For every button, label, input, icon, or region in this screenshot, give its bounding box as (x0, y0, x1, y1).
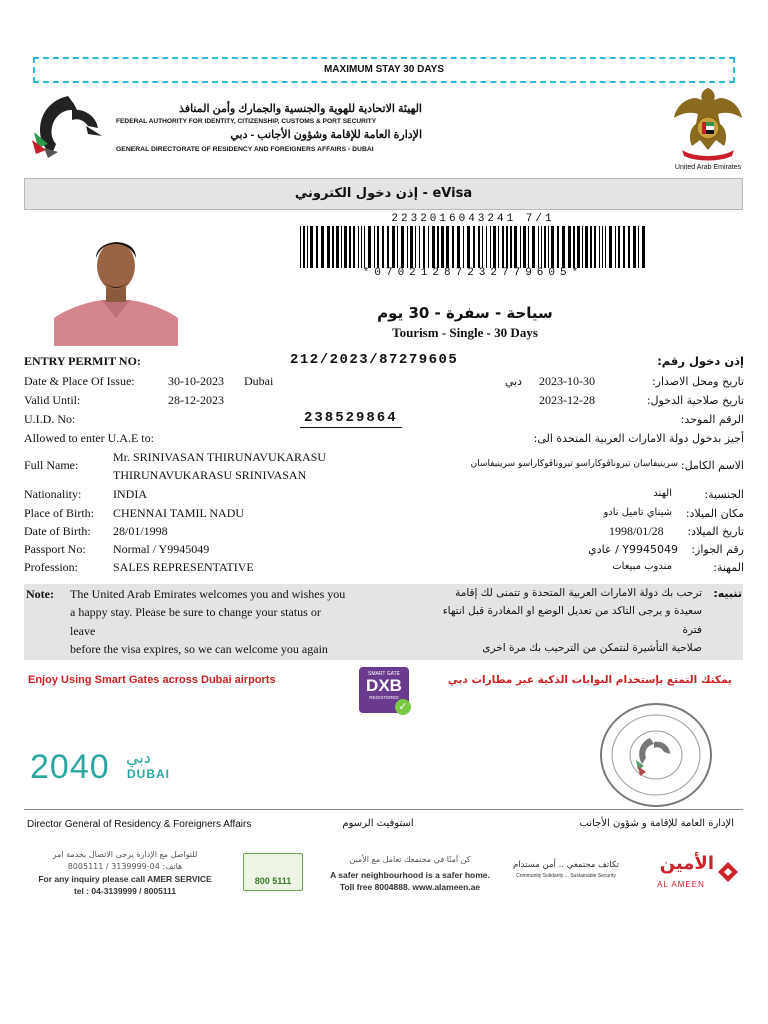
entry-permit-number: 212/2023/87279605 (290, 352, 459, 368)
barcode-bar (437, 226, 439, 268)
passport-value: Normal / Y9945049 (113, 542, 210, 556)
date-of-birth-value: 28/01/1998 (113, 524, 168, 538)
barcode-bar (467, 226, 470, 268)
barcode-bar (358, 226, 359, 268)
uid-label-ar: الرقم الموحد: (680, 413, 744, 426)
uid-label: U.I.D. No: (24, 412, 76, 426)
place-of-birth-value-ar: شيناي تاميل نادو (603, 507, 672, 518)
note-line2: a happy stay. Please be sure to change your status or (70, 605, 321, 619)
barcode-bar (642, 226, 645, 268)
barcode-bar (506, 226, 508, 268)
barcode-bar (514, 226, 517, 268)
barcode-bar (557, 226, 559, 268)
barcode-bar (628, 226, 630, 268)
barcode-bar (401, 226, 404, 268)
alameen-logo-ar: الأمين (659, 853, 714, 874)
uae-emblem-icon (670, 84, 746, 164)
barcode-bar (478, 226, 480, 268)
barcode-bar (551, 226, 554, 268)
barcode-bar (374, 226, 375, 268)
barcode-bar (377, 226, 379, 268)
dubai-2040-en: DUBAI (127, 767, 170, 781)
nationality-label: Nationality: (24, 487, 82, 501)
uid-number: 238529864 (300, 410, 402, 428)
passport-value-ar: Y9945049 / عادي (588, 543, 678, 556)
nationality-label-ar: الجنسية: (704, 488, 744, 501)
nationality-value: INDIA (113, 487, 147, 501)
smart-gate-badge-bottom: REGISTERED (369, 695, 399, 700)
barcode-bar (452, 226, 454, 268)
smart-gate-badge (359, 667, 409, 713)
smart-gates-ar: يمكنك التمتع بإستخدام البوابات الذكية عبر مطارات دبي (447, 674, 732, 686)
barcode-bar (300, 226, 301, 268)
barcode-bar (441, 226, 444, 268)
barcode-bar (538, 226, 539, 268)
date-of-birth-label: Date of Birth: (24, 524, 91, 538)
barcode-bar (310, 226, 313, 268)
barcode (298, 226, 648, 268)
barcode-bar (609, 226, 612, 268)
entry-permit-label-ar: إذن دخول رقم: (657, 354, 744, 368)
government-service-logo (243, 853, 303, 891)
place-of-birth-value: CHENNAI TAMIL NADU (113, 506, 245, 520)
barcode-bar (419, 226, 420, 268)
barcode-bar (336, 226, 339, 268)
fees-stamp-ar: استوفيت الرسوم (342, 818, 414, 829)
barcode-bar (423, 226, 425, 268)
barcode-bar (618, 226, 620, 268)
date-of-birth-label-ar: تاريخ الميلاد: (687, 525, 744, 538)
full-name-line2: THIRUNAVUKARASU SRINIVASAN (113, 468, 307, 482)
full-name-label-ar: الاسم الكامل: (680, 459, 744, 472)
barcode-bar (321, 226, 324, 268)
official-stamp-icon (598, 702, 714, 808)
barcode-bar (341, 226, 342, 268)
passport-label: Passport No: (24, 542, 86, 556)
max-stay-banner: MAXIMUM STAY 30 DAYS (33, 57, 735, 83)
barcode-bar (498, 226, 499, 268)
full-name-ar: سرينيفاسان تيروناڤوكاراسو تيروناڤوكاراسو سرينيفاسان (470, 459, 678, 469)
ameen-ar: كن آمنًا في مجتمعك تعامل مع الأمين (349, 855, 471, 864)
note-line4: before the visa expires, so we can welcome you again (70, 642, 328, 656)
allowed-label-ar: أجيز بدخول دولة الامارات العربية المتحدة الى: (533, 432, 744, 445)
barcode-bar (532, 226, 535, 268)
barcode-bar (482, 226, 483, 268)
nationality-value-ar: الهند (653, 488, 672, 499)
barcode-bar (392, 226, 395, 268)
profession-value: SALES REPRESENTATIVE (113, 560, 254, 574)
barcode-bar (510, 226, 512, 268)
barcode-bar (568, 226, 571, 268)
barcode-bar (585, 226, 588, 268)
amer-en-line1: For any inquiry please call AMER SERVICE (38, 874, 212, 884)
note-ar-line3: فترة (682, 624, 702, 636)
amer-ar-line2: هاتف: 04-3139999 / 8005111 (67, 862, 183, 871)
barcode-top-number: 2232016043241 7/1 (391, 213, 555, 225)
note-ar-line2: سعيدة و يرجى التاكد من تعديل الوضع او المغادرة قبل انتهاء (442, 605, 702, 617)
barcode-bar (582, 226, 583, 268)
barcode-bar (364, 226, 365, 268)
solidarity-ar: تكاتف مجتمعي .. أمن مستدام (513, 860, 619, 870)
alameen-hand-icon (714, 858, 742, 886)
barcode-bar (520, 226, 521, 268)
barcode-bar (457, 226, 460, 268)
emblem-caption: United Arab Emirates (674, 164, 742, 171)
applicant-photo (54, 222, 178, 346)
valid-until-value-ar: 2023-12-28 (539, 393, 595, 407)
barcode-bar (548, 226, 549, 268)
full-name-line1: Mr. SRINIVASAN THIRUNAVUKARASU (113, 450, 327, 464)
barcode-bar (502, 226, 504, 268)
barcode-bar (473, 226, 475, 268)
barcode-bar (523, 226, 526, 268)
barcode-bar (307, 226, 308, 268)
barcode-bar (382, 226, 384, 268)
barcode-bar (615, 226, 616, 268)
barcode-bar (353, 226, 355, 268)
barcode-bar (544, 226, 546, 268)
valid-until-label: Valid Until: (24, 393, 81, 407)
barcode-bar (623, 226, 625, 268)
profession-label: Profession: (24, 560, 78, 574)
note-line3: leave (70, 624, 96, 638)
smart-gates-en: Enjoy Using Smart Gates across Dubai airports (28, 674, 276, 686)
barcode-bar (573, 226, 575, 268)
barcode-bar (428, 226, 429, 268)
amer-ar-line1: للتواصل مع الإدارة يرجى الاتصال بخدمة امر (52, 850, 198, 859)
barcode-bar (397, 226, 398, 268)
solidarity-en: Community Solidarity ... Sustainable Security (516, 873, 616, 879)
amer-en-line2: tel : 04-3139999 / 8005111 (73, 886, 177, 896)
barcode-bar (605, 226, 606, 268)
barcode-bar (577, 226, 580, 268)
dubai-2040-number: 2040 (30, 748, 110, 786)
note-ar-line4: صلاحية التأشيرة لنتمكن من الترحيب بك مرة اخرى (482, 642, 702, 654)
barcode-bar (599, 226, 600, 268)
director-general-text: Director General of Residency & Foreigners Affairs (27, 819, 252, 830)
barcode-bar (493, 226, 496, 268)
issue-place: Dubai (244, 374, 274, 388)
falcon-logo-icon (28, 92, 106, 160)
government-service-number: 800 5111 (254, 876, 292, 886)
ameen-en-line2: Toll free 8004888. www.alameen.ae (339, 882, 481, 892)
visa-type-en: Tourism - Single - 30 Days (392, 325, 538, 340)
barcode-bar (446, 226, 449, 268)
authority-en-line1: FEDERAL AUTHORITY FOR IDENTITY, CITIZENSHIP, CUSTOMS & PORT SECURITY (116, 118, 377, 125)
authority-en-line2: GENERAL DIRECTORATE OF RESIDENCY AND FOREIGNERS AFFAIRS - DUBAI (116, 146, 374, 153)
barcode-bar (602, 226, 603, 268)
barcode-bar (361, 226, 362, 268)
profession-label-ar: المهنة: (713, 561, 744, 574)
barcode-bar (463, 226, 464, 268)
barcode-bar (432, 226, 435, 268)
place-of-birth-label-ar: مكان الميلاد: (685, 507, 744, 520)
barcode-bar (344, 226, 347, 268)
barcode-bar (594, 226, 596, 268)
place-of-birth-label: Place of Birth: (24, 506, 94, 520)
barcode-bar (332, 226, 334, 268)
full-name-label: Full Name: (24, 458, 79, 472)
smart-gate-badge-main: DXB (366, 676, 402, 695)
date-of-birth-value-ar: 1998/01/28 (609, 524, 664, 538)
barcode-bar (410, 226, 413, 268)
issue-place-ar: دبي (504, 375, 522, 388)
barcode-bar (327, 226, 330, 268)
alameen-logo-en: AL AMEEN (657, 880, 705, 889)
profession-value-ar: مندوب مبيعات (612, 561, 672, 572)
barcode-bar (415, 226, 416, 268)
divider (24, 809, 743, 810)
barcode-bar (633, 226, 636, 268)
issue-date-ar: 2023-10-30 (539, 374, 595, 388)
barcode-bar (303, 226, 305, 268)
issue-label: Date & Place Of Issue: (24, 374, 135, 388)
allowed-label: Allowed to enter U.A.E to: (24, 431, 154, 445)
note-label: Note: (26, 587, 54, 601)
barcode-bar (486, 226, 487, 268)
barcode-bar (407, 226, 408, 268)
issue-label-ar: تاريخ ومحل الاصدار: (651, 375, 744, 388)
barcode-bar (638, 226, 639, 268)
note-ar-line1: ترحب بك دولة الامارات العربية المتحدة و تتمنى لك إقامة (455, 587, 702, 599)
visa-type-ar: سياحة - سفرة - 30 يوم (377, 304, 553, 322)
ameen-en-line1: A safer neighbourhood is a safer home. (330, 870, 490, 880)
barcode-bar (528, 226, 529, 268)
entry-permit-label: ENTRY PERMIT NO: (24, 354, 141, 368)
barcode-bar (349, 226, 351, 268)
note-label-ar: تنبيه: (713, 587, 742, 600)
directorate-ar: الإدارة العامة للإقامة و شؤون الأجانب (579, 818, 734, 829)
evisa-title-bar: إذن دخول الكتروني - eVisa (24, 178, 743, 210)
barcode-bar (590, 226, 592, 268)
passport-label-ar: رقم الجواز: (691, 543, 744, 556)
valid-until-value: 28-12-2023 (168, 393, 224, 407)
authority-ar-line1: الهيئة الاتحادية للهوية والجنسية والجمارك وأمن المنافذ (179, 103, 422, 115)
barcode-bar (562, 226, 565, 268)
valid-until-label-ar: تاريخ صلاحية الدخول: (646, 394, 744, 407)
issue-date: 30-10-2023 (168, 374, 224, 388)
barcode-bar (368, 226, 371, 268)
barcode-bar (316, 226, 318, 268)
barcode-bar (541, 226, 542, 268)
barcode-bottom-number: *07021287232779605* (362, 267, 584, 279)
check-icon: ✓ (395, 699, 411, 715)
authority-ar-line2: الإدارة العامة للإقامة وشؤون الأجانب - دبي (230, 129, 422, 141)
barcode-bar (490, 226, 491, 268)
dubai-2040-ar: دبي (126, 748, 151, 767)
barcode-bar (387, 226, 389, 268)
note-line1: The United Arab Emirates welcomes you and wishes you (70, 587, 346, 601)
smart-gate-badge-top: SMART GATE (368, 671, 400, 677)
